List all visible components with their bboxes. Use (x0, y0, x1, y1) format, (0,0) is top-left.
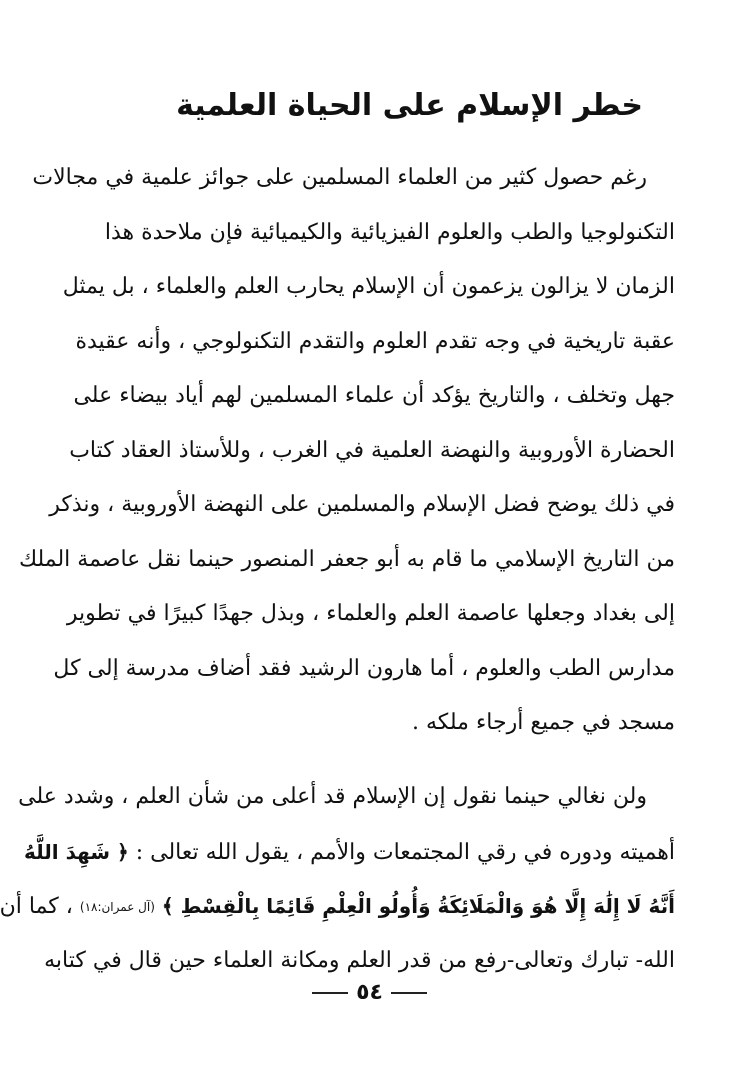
paragraph-line: مدارس الطب والعلوم ، أما هارون الرشيد فقد أضاف مدرسة إلى كل (53, 655, 675, 681)
paragraph-text: ، كما أن (0, 894, 73, 919)
paragraph-line: جهل وتخلف ، والتاريخ يؤكد أن علماء المسلمين لهم أياد بيضاء على (73, 383, 675, 408)
page-title: خطر الإسلام على الحياة العلمية (176, 88, 643, 123)
paragraph-line: مسجد في جميع أرجاء ملكه . (411, 710, 675, 735)
paragraph-line: رغم حصول كثير من العلماء المسلمين على جوائز علمية في مجالات (32, 165, 647, 190)
paragraph-line (23, 825, 675, 880)
paragraph-line: عقبة تاريخية في وجه تقدم العلوم والتقدم التكنولوجي ، وأنه عقيدة (75, 328, 675, 354)
quran-verse-continuation: أَنَّهُ لَا إِلَٰهَ إِلَّا هُوَ وَالْمَلَائِكَةُ وَأُولُو الْعِلْمِ قَائِمًا بِالْقِسْطِ (180, 894, 675, 918)
paragraph-line: الله- تبارك وتعالى-رفع من قدر العلم ومكانة العلماء حين قال في كتابه (44, 947, 675, 973)
quran-close-bracket: ﴾ (161, 894, 174, 918)
paragraph-line: الزمان لا يزالون يزعمون أن الإسلام يحارب العلم والعلماء ، بل يمثل (62, 274, 675, 299)
page-footer (4, 978, 735, 1008)
footer-rule-right (391, 992, 427, 994)
paragraph-line: التكنولوجيا والطب والعلوم الفيزيائية والكيميائية فإن ملاحدة هذا (104, 219, 675, 245)
paragraph-line: الحضارة الأوروبية والنهضة العلمية في الغرب ، وللأستاذ العقاد كتاب (69, 437, 675, 463)
paragraph-text: أهميته ودوره في رقي المجتمعات والأمم ، يقول الله تعالى : (135, 839, 675, 865)
paragraph-line: في ذلك يوضح فضل الإسلام والمسلمين على النهضة الأوروبية ، ونذكر (49, 492, 675, 517)
paragraph-line (0, 879, 675, 934)
footer-rule-left (312, 992, 348, 994)
verse-reference: (آل عمران:١٨) (79, 900, 155, 914)
paragraph-2 (0, 770, 675, 988)
paragraph-line: من التاريخ الإسلامي ما قام به أبو جعفر المنصور حينما نقل عاصمة الملك (18, 546, 675, 572)
page-number: ٥٤ (356, 980, 383, 1005)
paragraph-line: إلى بغداد وجعلها عاصمة العلم والعلماء ، وبذل جهدًا كبيرًا في تطوير (66, 601, 675, 626)
quran-open-bracket: ﴿ (117, 839, 129, 864)
paragraph-line: ولن نغالي حينما نقول إن الإسلام قد أعلى من شأن العلم ، وشدد على (18, 784, 647, 809)
quran-verse-start: شَهِدَ اللَّهُ (23, 839, 110, 864)
paragraph-1 (18, 151, 675, 751)
